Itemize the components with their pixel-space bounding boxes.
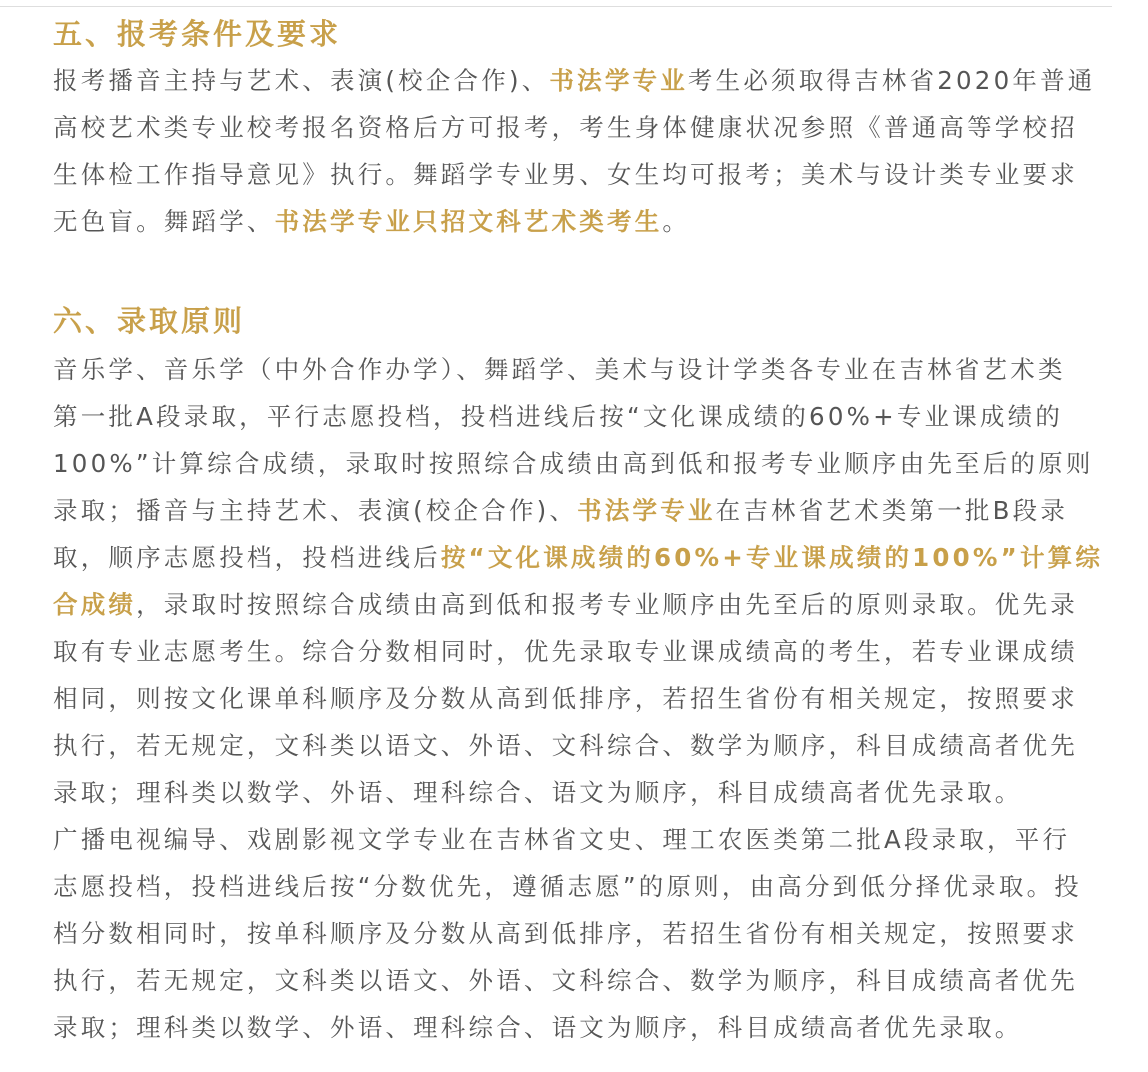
principles-paragraph-2 — [53, 816, 1113, 1051]
text-run: 取，顺序志愿投档，投档进线后 — [53, 543, 441, 572]
text-line — [53, 487, 1113, 534]
article-body — [53, 12, 1113, 1051]
principles-paragraph-1 — [53, 346, 1113, 816]
text-line: 相同，则按文化课单科顺序及分数从高到低排序，若招生省份有相关规定，按照要求 — [53, 684, 1078, 713]
section-admission-requirements — [53, 12, 1113, 245]
text-line: 执行，若无规定，文科类以语文、外语、文科综合、数学为顺序，科目成绩高者优先 — [53, 966, 1078, 995]
text-line: 音乐学、音乐学（中外合作办学）、舞蹈学、美术与设计学类各专业在吉林省艺术类 — [53, 355, 1066, 384]
section-admission-principles — [53, 299, 1113, 1051]
section-heading-requirements: 五、报考条件及要求 — [53, 17, 342, 51]
text-line — [53, 581, 1113, 628]
text-line — [53, 198, 1113, 245]
text-run: ，录取时按照综合成绩由高到低和报考专业顺序由先至后的原则录取。优先录 — [136, 590, 1078, 619]
highlight-text: 书法学专业 — [577, 496, 716, 525]
section-spacer — [53, 245, 1113, 299]
text-line: 档分数相同时，按单科顺序及分数从高到低排序，若招生省份有相关规定，按照要求 — [53, 919, 1078, 948]
highlight-text: 书法学专业 — [549, 66, 688, 95]
text-line: 广播电视编导、戏剧影视文学专业在吉林省文史、理工农医类第二批A段录取，平行 — [53, 825, 1071, 854]
section-heading-principles: 六、录取原则 — [53, 304, 246, 338]
text-line: 生体检工作指导意见》执行。舞蹈学专业男、女生均可报考；美术与设计类专业要求 — [53, 160, 1078, 189]
highlight-text: 按“文化课成绩的60%+专业课成绩的100%”计算综 — [440, 543, 1104, 572]
text-line: 第一批A段录取，平行志愿投档，投档进线后按“文化课成绩的60%+专业课成绩的 — [53, 402, 1064, 431]
text-run: 。 — [662, 207, 691, 236]
text-line: 100%”计算综合成绩，录取时按照综合成绩由高到低和报考专业顺序由先至后的原则 — [53, 449, 1094, 478]
highlight-text: 合成绩 — [53, 590, 137, 619]
text-line: 取有专业志愿考生。综合分数相同时，优先录取专业课成绩高的考生，若专业课成绩 — [53, 637, 1078, 666]
text-run: 考生必须取得吉林省2020年普通 — [687, 66, 1096, 95]
highlight-text: 书法学专业只招文科艺术类考生 — [274, 207, 663, 236]
text-line: 录取；理科类以数学、外语、理科综合、语文为顺序，科目成绩高者优先录取。 — [53, 778, 1023, 807]
text-line: 执行，若无规定，文科类以语文、外语、文科综合、数学为顺序，科目成绩高者优先 — [53, 731, 1078, 760]
text-line — [53, 534, 1113, 581]
text-run: 报考播音主持与艺术、表演(校企合作)、 — [53, 66, 550, 95]
text-run: 在吉林省艺术类第一批B段录 — [715, 496, 1069, 525]
top-divider — [0, 6, 1112, 7]
text-run: 录取；播音与主持艺术、表演(校企合作)、 — [53, 496, 578, 525]
text-line — [53, 57, 1113, 104]
text-run: 无色盲。舞蹈学、 — [53, 207, 275, 236]
text-line: 录取；理科类以数学、外语、理科综合、语文为顺序，科目成绩高者优先录取。 — [53, 1013, 1023, 1042]
requirements-paragraph — [53, 57, 1113, 245]
text-line: 志愿投档，投档进线后按“分数优先，遵循志愿”的原则，由高分到低分择优录取。投 — [53, 872, 1082, 901]
text-line: 高校艺术类专业校考报名资格后方可报考，考生身体健康状况参照《普通高等学校招 — [53, 113, 1078, 142]
